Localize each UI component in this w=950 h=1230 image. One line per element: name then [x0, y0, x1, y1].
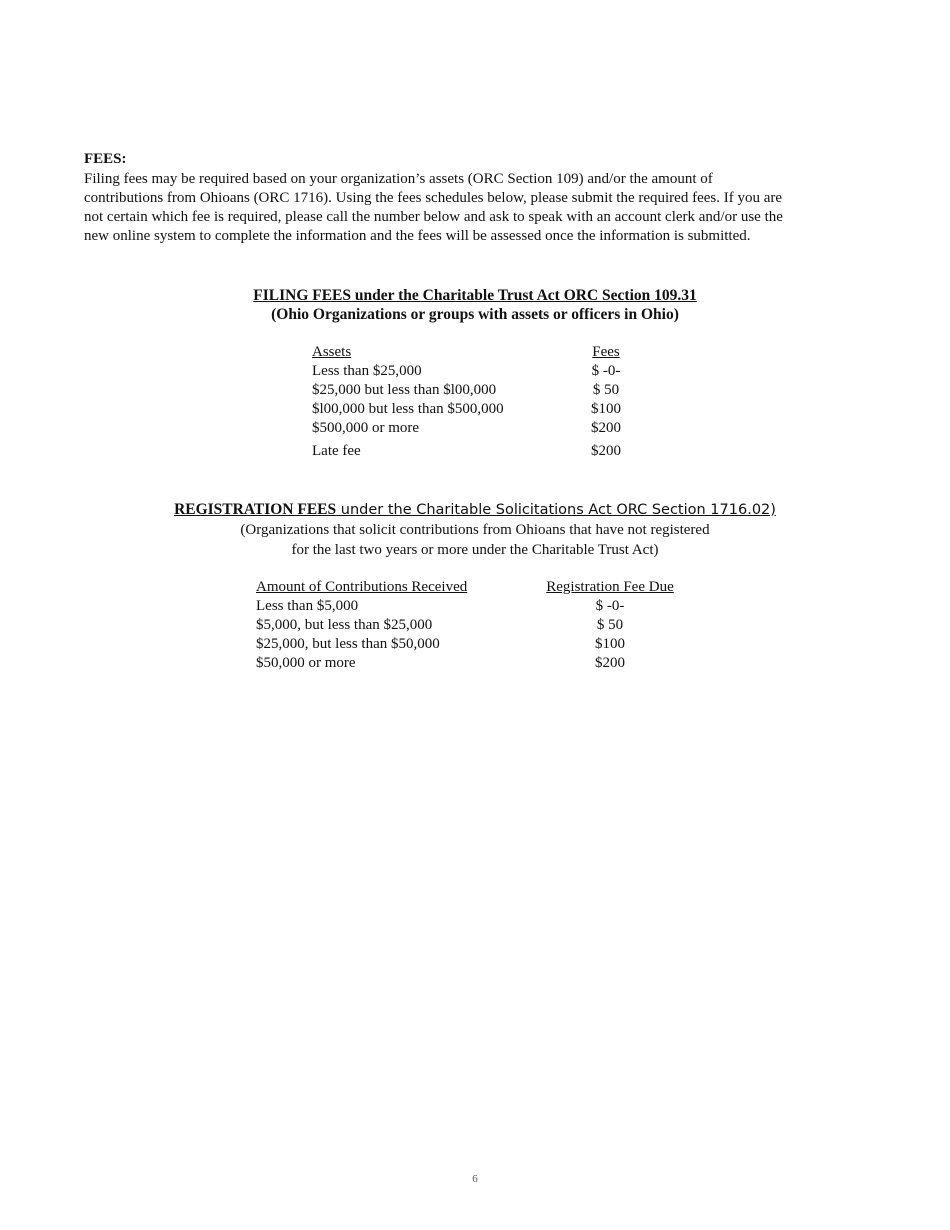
- filing-fees-title-text: FILING FEES under the Charitable Trust Act ORC Section 109.31: [253, 287, 697, 304]
- asset-range: $25,000 but less than $l00,000: [312, 382, 497, 398]
- fees-heading: FEES:: [84, 151, 127, 167]
- fee-amount: $200: [595, 655, 625, 671]
- asset-range: Less than $25,000: [312, 363, 422, 379]
- fee-amount: $ -0-: [595, 598, 625, 614]
- contribution-range: $50,000 or more: [256, 655, 356, 671]
- fee-amount: $200: [591, 420, 621, 436]
- filing-fees-title: [0, 286, 950, 305]
- column-header-amount: Amount of Contributions Received: [256, 579, 468, 595]
- registration-fees-title: [0, 500, 950, 520]
- fee-amount: $ -0-: [591, 363, 621, 379]
- registration-title-bold: REGISTRATION FEES: [174, 501, 337, 518]
- fee-amount: $ 50: [596, 617, 624, 633]
- registration-subtitle-line: (Organizations that solicit contributions from Ohioans that have not registered: [240, 522, 710, 538]
- intro-line: not certain which fee is required, please call the number below and ask to speak with an account clerk and/or use the: [84, 209, 783, 225]
- contribution-range: $5,000, but less than $25,000: [256, 617, 433, 633]
- column-header-assets: Assets: [312, 344, 352, 360]
- intro-line: new online system to complete the information and the fees will be assessed once the information is submitted.: [84, 228, 751, 244]
- filing-fees-table: [312, 343, 652, 468]
- intro-line: Filing fees may be required based on your organization’s assets (ORC Section 109) and/or the amount of: [84, 171, 713, 187]
- late-fee-label: Late fee: [312, 443, 361, 459]
- registration-fees-table: [256, 578, 696, 678]
- contribution-range: Less than $5,000: [256, 598, 359, 614]
- registration-subtitle-line: for the last two years or more under the Charitable Trust Act): [291, 542, 659, 558]
- column-header-fees: Fees: [592, 344, 620, 360]
- page-number: 6: [472, 1173, 478, 1185]
- intro-line: contributions from Ohioans (ORC 1716). Using the fees schedules below, please submit the required fees. If you are: [84, 190, 783, 206]
- fee-amount: $100: [595, 636, 625, 652]
- fee-amount: $ 50: [592, 382, 620, 398]
- registration-title-rest: under the Charitable Solicitations Act ORC Section 1716.02): [336, 502, 776, 518]
- column-header-registration-fee: Registration Fee Due: [546, 579, 674, 595]
- asset-range: $500,000 or more: [312, 420, 420, 436]
- asset-range: $l00,000 but less than $500,000: [312, 401, 504, 417]
- filing-fees-subtitle: (Ohio Organizations or groups with assets or officers in Ohio): [271, 306, 679, 323]
- fees-intro-paragraph: [84, 170, 874, 246]
- fee-amount: $200: [591, 443, 621, 459]
- contribution-range: $25,000, but less than $50,000: [256, 636, 440, 652]
- fee-amount: $100: [591, 401, 621, 417]
